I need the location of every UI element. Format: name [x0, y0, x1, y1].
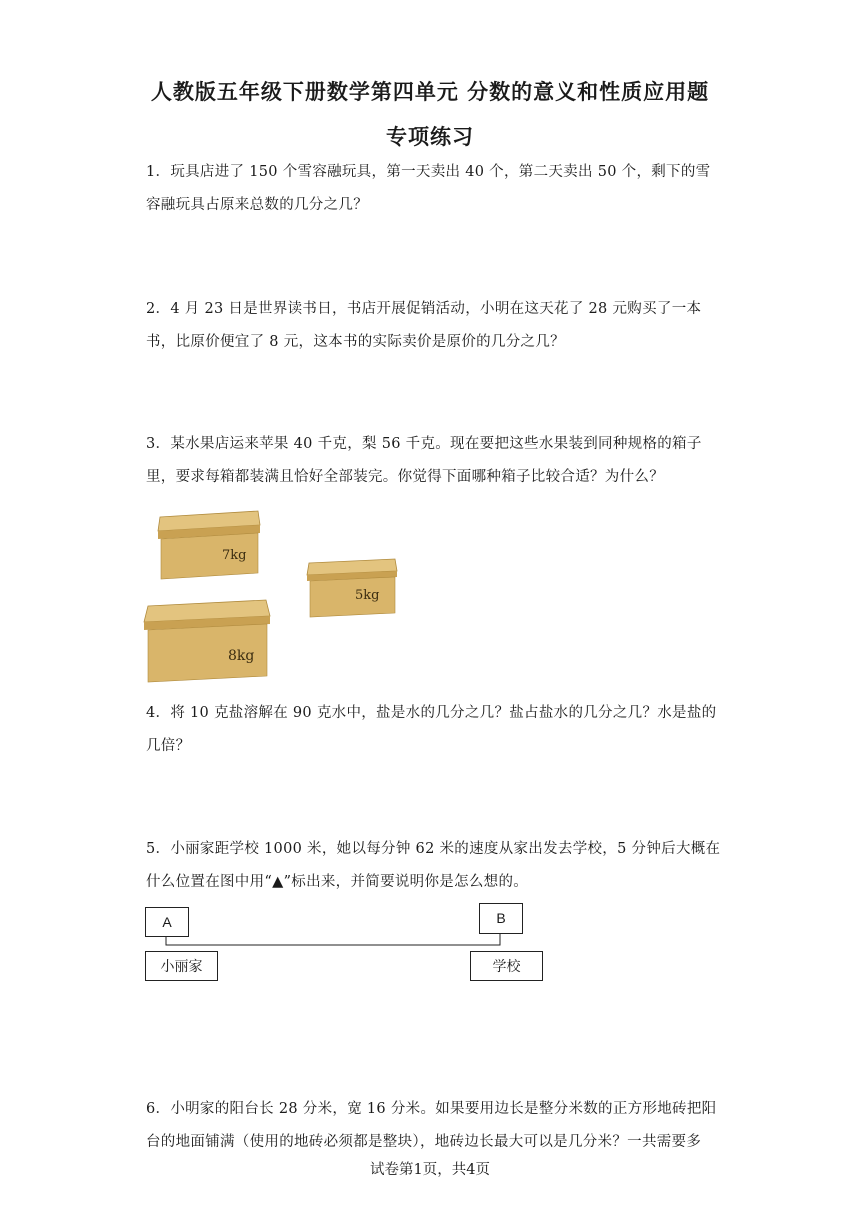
question-4: 4．将 10 克盐溶解在 90 克水中，盐是水的几分之几？盐占盐水的几分之几？水是盐的几倍？ — [146, 705, 717, 754]
box-8kg-label: 8kg — [228, 648, 255, 664]
home-label: 小丽家 — [160, 958, 203, 974]
box-5kg-label: 5kg — [355, 588, 380, 603]
box-7kg-label: 7kg — [222, 548, 247, 563]
question-1: 1．玩具店进了 150 个雪容融玩具，第一天卖出 40 个，第二天卖出 50 个，剩下的雪容融玩具占原来总数的几分之几？ — [146, 164, 711, 213]
box-8kg — [140, 590, 280, 685]
box-7kg — [152, 503, 267, 583]
page-subtitle: 专项练习 — [386, 125, 474, 149]
page-title: 人教版五年级下册数学第四单元 分数的意义和性质应用题 — [150, 80, 710, 104]
point-a-box — [145, 907, 189, 937]
box-5kg — [303, 555, 403, 621]
school-label: 学校 — [492, 958, 521, 974]
question-6: 6．小明家的阳台长 28 分米，宽 16 分米。如果要用边长是整分米数的正方形地砖把阳台的地面铺满（使用的地砖必须都是整块），地砖边长最大可以是几分米？一共需要多 — [146, 1101, 717, 1150]
page-footer: 试卷第1页，共4页 — [370, 1162, 490, 1178]
question-2: 2．4 月 23 日是世界读书日，书店开展促销活动，小明在这天花了 28 元购买了一本书，比原价便宜了 8 元，这本书的实际卖价是原价的几分之几？ — [146, 301, 702, 350]
question-3: 3．某水果店运来苹果 40 千克，梨 56 千克。现在要把这些水果装到同种规格的箱子里，要求每箱都装满且恰好全部装完。你觉得下面哪种箱子比较合适？为什么？ — [146, 436, 702, 485]
point-b-box — [479, 903, 523, 934]
point-b-label: B — [496, 910, 506, 926]
point-a-label: A — [162, 914, 172, 930]
school-box — [470, 951, 543, 981]
home-box — [145, 951, 218, 981]
question-5: 5．小丽家距学校 1000 米，她以每分钟 62 米的速度从家出发去学校，5 分钟后大概在什么位置在图中用“▲”标出来，并简要说明你是怎么想的。 — [146, 841, 721, 890]
